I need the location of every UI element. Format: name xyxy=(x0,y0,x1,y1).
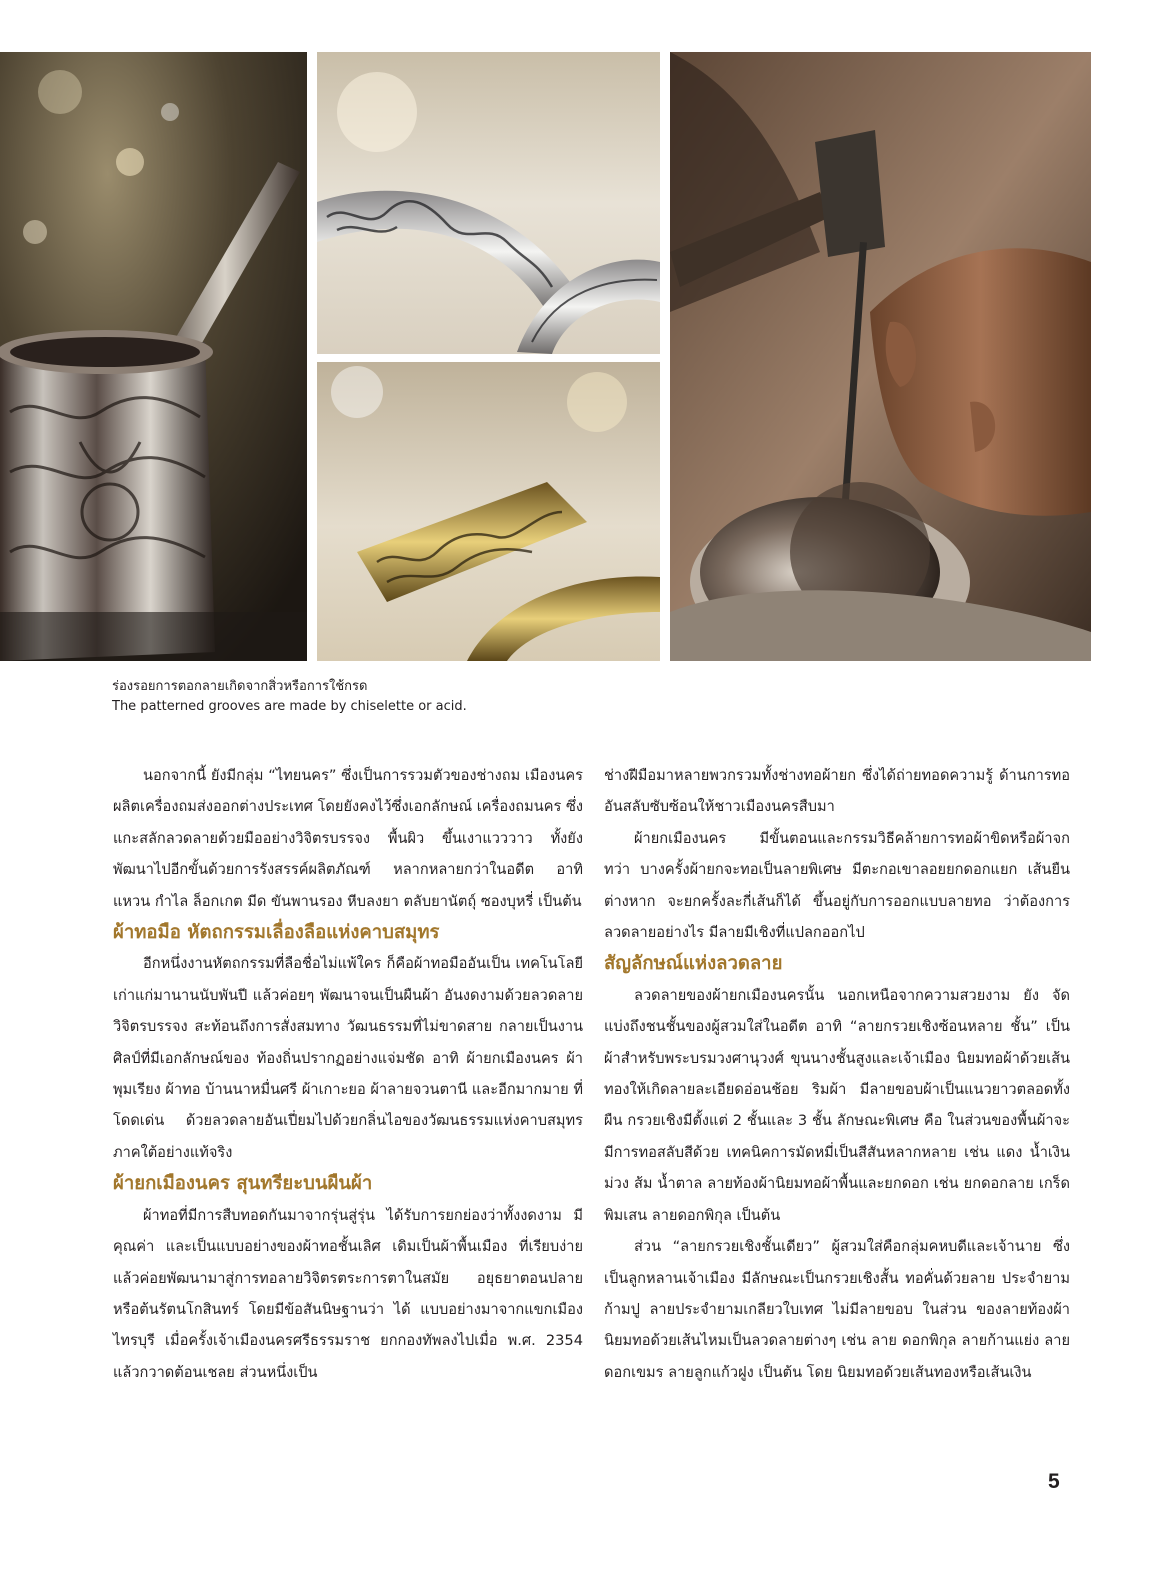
left-column xyxy=(113,760,583,1388)
paragraph: ช่างฝีมือมาหลายพวกรวมทั้งช่างทอผ้ายก ซึ่งได้ถ่ายทอดความรู้ ด้านการทออันสลับซับซ้อนให้ชาวเมืองนครสืบมา xyxy=(604,767,1070,816)
photo-hand-chiseling xyxy=(670,52,1091,661)
paragraph: อีกหนึ่งงานหัตถกรรมที่ลือชื่อไม่แพ้ใคร ก็คือผ้าทอมืออันเป็น เทคโนโลยีเก่าแก่มานานนับพันปี แล้วค่อยๆ พัฒนาจนเป็นผืนผ้า อันงดงามด้วยลวดลายวิจิตรบรรจง สะท้อนถึงการสั่งสมทาง วัฒนธรรมที่ไม่ขาดสาย กลายเป็นงานศิลป์ที่มีเอกลักษณ์ของ ท้องถิ่นปรากฏอย่างแจ่มชัด อาทิ ผ้ายกเมืองนคร ผ้าพุมเรียง ผ้าทอ บ้านนาหมื่นศรี ผ้าเกาะยอ ผ้าลายจวนตานี และอีกมากมาย ที่โดดเด่น ด้วยลวดลายอันเปี่ยมไปด้วยกลิ่นไอของวัฒนธรรมแห่งคาบสมุทร ภาคใต้อย่างแท้จริง xyxy=(113,955,583,1161)
paragraph: ลวดลายของผ้ายกเมืองนครนั้น นอกเหนือจากความสวยงาม ยัง จัดแบ่งถึงชนชั้นของผู้สวมใส่ในอดีต อาทิ “ลายกรวยเชิงซ้อนหลาย ชั้น” เป็นผ้าสำหรับพระบรมวงศานุวงศ์ ขุนนางชั้นสูงและเจ้าเมือง นิยมทอผ้าด้วยเส้นทองให้เกิดลายละเอียดอ่อนช้อย ริมผ้า มีลายขอบผ้าเป็นแนวยาวตลอดทั้งผืน กรวยเชิงมีตั้งแต่ 2 ชั้นและ 3 ชั้น ลักษณะพิเศษ คือ ในส่วนของพื้นผ้าจะมีการทอสลับสีด้วย เทคนิคการมัดหมี่เป็นสีสันหลากหลาย เช่น แดง น้ำเงิน ม่วง ส้ม น้ำตาล ลายท้องผ้านิยมทอผ้าพื้นและยกดอก เช่น ยกดอกลาย เกร็ดพิมเสน ลายดอกพิกุล เป็นต้น xyxy=(604,986,1070,1224)
caption-thai: ร่องรอยการตอกลายเกิดจากสิ่วหรือการใช้กรด xyxy=(112,679,368,694)
section-heading: ผ้ายกเมืองนคร สุนทรียะบนผืนผ้า xyxy=(113,1173,373,1195)
caption-english: The patterned grooves are made by chiselette or acid. xyxy=(112,699,467,714)
page-number: 5 xyxy=(1048,1470,1060,1493)
paragraph: ผ้ายกเมืองนคร มีขั้นตอนและกรรมวิธีคล้ายการทอผ้าขิดหรือผ้าจก ทว่า บางครั้งผ้ายกจะทอเป็นลายพิเศษ มีตะกอเขาลอยยกดอกแยก เส้นยืนต่างหาก จะยกครั้งละกี่เส้นก็ได้ ขึ้นอยู่กับการออกแบบลายทอ ว่าต้องการลวดลายอย่างไร มีลายมีเชิงที่แปลกออกไป xyxy=(604,829,1070,942)
paragraph: ผ้าทอที่มีการสืบทอดกันมาจากรุ่นสู่รุ่น ได้รับการยกย่องว่าทั้งงดงาม มีคุณค่า และเป็นแบบอย่างของผ้าทอชั้นเลิศ เดิมเป็นผ้าพื้นเมือง ที่เรียบง่าย แล้วค่อยพัฒนามาสู่การทอลายวิจิตรตระการตาในสมัย อยุธยาตอนปลาย หรือต้นรัตนโกสินทร์ โดยมีข้อสันนิษฐานว่า ได้ แบบอย่างมาจากแขกเมืองไทรบุรี เมื่อครั้งเจ้าเมืองนครศรีธรรมราช ยกกองทัพลงไปเมื่อ พ.ศ. 2354 แล้วกวาดต้อนเชลย ส่วนหนึ่งเป็น xyxy=(113,1206,583,1381)
photo-caption xyxy=(112,677,467,717)
section-heading: สัญลักษณ์แห่งลวดลาย xyxy=(604,953,783,975)
section-heading: ผ้าทอมือ หัตถกรรมเลื่องลือแห่งคาบสมุทร xyxy=(113,922,440,944)
paragraph: นอกจากนี้ ยังมีกลุ่ม “ไทยนคร” ซึ่งเป็นการรวมตัวของช่างถม เมืองนคร ผลิตเครื่องถมส่งออกต่างประเทศ โดยยังคงไว้ซึ่งเอกลักษณ์ เครื่องถมนคร ซึ่งแกะสลักลวดลายด้วยมืออย่างวิจิตรบรรจง พื้นผิว ขึ้นเงาแวววาว ทั้งยังพัฒนาไปอีกขั้นด้วยการรังสรรค์ผลิตภัณฑ์ หลากหลายกว่าในอดีต อาทิ แหวน กำไล ล็อกเกต มีด ขันพานรอง หีบลงยา ตลับยานัตถุ์ ซองบุหรี่ เป็นต้น xyxy=(113,767,583,910)
photo-silver-container xyxy=(0,52,307,661)
photo-gold-bangles xyxy=(317,362,660,661)
paragraph: ส่วน “ลายกรวยเชิงชั้นเดียว” ผู้สวมใส่คือกลุ่มคหบดีและเจ้านาย ซึ่งเป็นลูกหลานเจ้าเมือง มีลักษณะเป็นกรวยเชิงสั้น ทอคั่นด้วยลาย ประจำยามก้ามปู ลายประจำยามเกลียวใบเทศ ไม่มีลายขอบ ในส่วน ของลายท้องผ้านิยมทอด้วยเส้นไหมเป็นลวดลายต่างๆ เช่น ลาย ดอกพิกุล ลายก้านแย่ง ลายดอกเขมร ลายลูกแก้วฝูง เป็นต้น โดย นิยมทอด้วยเส้นทองหรือเส้นเงิน xyxy=(604,1238,1070,1381)
photo-silver-bangles xyxy=(317,52,660,354)
right-column xyxy=(604,760,1070,1388)
